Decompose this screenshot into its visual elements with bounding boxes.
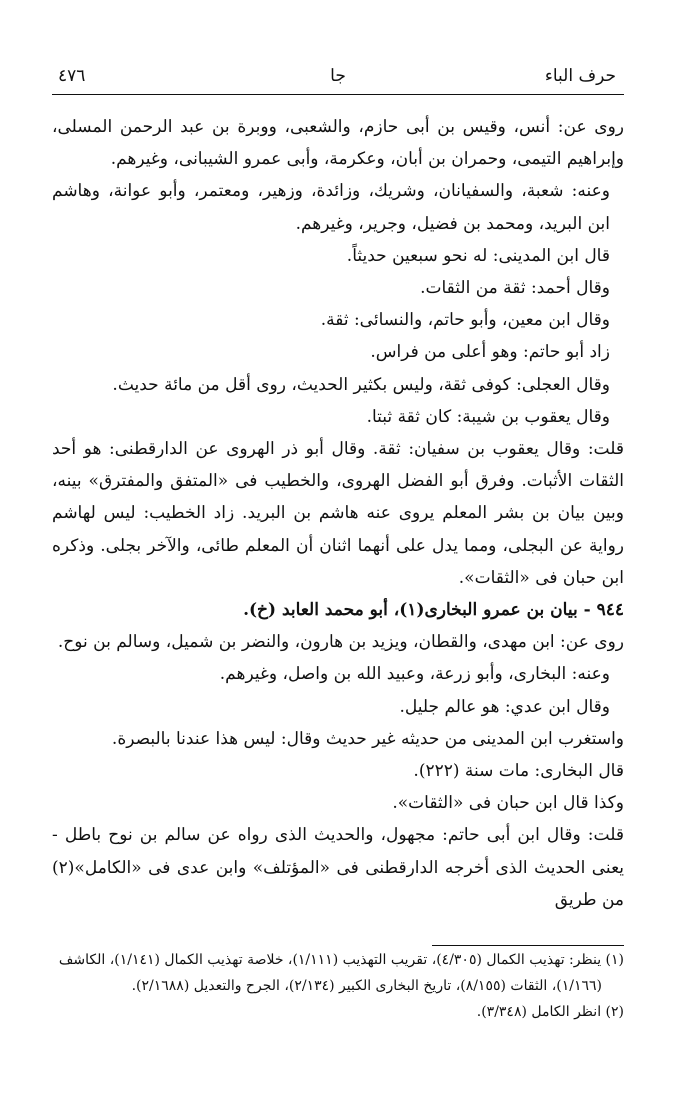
paragraph: وقال أحمد: ثقة من الثقات. [420,278,610,299]
paragraph: وقال ابن معين، وأبو حاتم، والنسائى: ثقة. [320,310,610,331]
chapter-title: حرف الباء [544,66,616,86]
page-number: ٤٧٦ [58,66,86,86]
paragraph: وعنه: البخارى، وأبو زرعة، وعبيد الله بن واصل، وغيرهم. [219,664,610,685]
footnote: (١) ينظر: تهذيب الكمال (٤/٣٠٥)، تقريب التهذيب (١/١١١)، خلاصة تهذيب الكمال (١/١٤١)، الكاشف (١/١٦٦)، الثقات (٨/١٥٥)، تاريخ البخارى الكبير (٢/١٣٤)، الجرح والتعديل (٢/١٦٨٨). [58,952,624,994]
paragraph: قلت: وقال يعقوب بن سفيان: ثقة. وقال أبو ذر الهروى عن الدارقطنى: هو أحد الثقات الأثبات. وفرق أبو الفضل الهروى، والخطيب فى «المتفق والمفترق» بينه، وبين بيان بن بشر المعلم يروى عنه هاشم بن البريد. زاد الخطيب: ليس لهاشم رواية عن البجلى، ومما يدل على أنهما اثنان أن المعلم طائى، والآخر بجلى. وذكره ابن حبان فى «الثقات». [52,439,624,588]
paragraph: قال البخارى: مات سنة (٢٢٢). [413,761,624,782]
footnote: (٢) انظر الكامل (٣/٣٤٨). [476,1004,624,1020]
paragraph: زاد أبو حاتم: وهو أعلى من فراس. [370,342,610,363]
volume-label: جا [330,66,346,86]
paragraph: قلت: وقال ابن أبى حاتم: مجهول، والحديث الذى رواه عن سالم بن نوح باطل - يعنى الحديث الذى أخرجه الدارقطنى فى «المؤتلف» وابن عدى فى «الكامل»(٢) من طريق [52,825,624,910]
paragraph: واستغرب ابن المدينى من حديثه غير حديث وقال: ليس هذا عندنا بالبصرة. [111,728,624,749]
paragraph: وعنه: شعبة، والسفيانان، وشريك، وزائدة، وزهير، ومعتمر، وأبو عوانة، وهاشم ابن البريد، ومحمد بن فضيل، وجرير، وغيرهم. [52,181,610,234]
paragraph: قال ابن المدينى: له نحو سبعين حديثاً. [346,245,610,266]
paragraph: وقال العجلى: كوفى ثقة، وليس بكثير الحديث، روى أقل من مائة حديث. [112,374,610,395]
paragraph: وقال ابن عدي: هو عالم جليل. [399,696,610,717]
header-rule [52,94,624,95]
body-text [52,111,624,916]
page-header [52,64,624,94]
footnote-separator [432,945,624,946]
paragraph: روى عن: أنس، وقيس بن أبى حازم، والشعبى، ووبرة بن عبد الرحمن المسلى، وإبراهيم التيمى، وحمران بن أبان، وعكرمة، وأبى عمرو الشيبانى، وغيرهم. [52,117,624,170]
entry-heading: ٩٤٤ - بيان بن عمرو البخارى(١)، أبو محمد العابد (خ). [243,600,624,621]
paragraph: وقال يعقوب بن شيبة: كان ثقة ثبتا. [366,406,610,427]
document-page [52,64,624,94]
paragraph: روى عن: ابن مهدى، والقطان، ويزيد بن هارون، والنضر بن شميل، وسالم بن نوح. [57,632,624,653]
footnotes [52,947,624,1025]
paragraph: وكذا قال ابن حبان فى «الثقات». [392,793,624,814]
